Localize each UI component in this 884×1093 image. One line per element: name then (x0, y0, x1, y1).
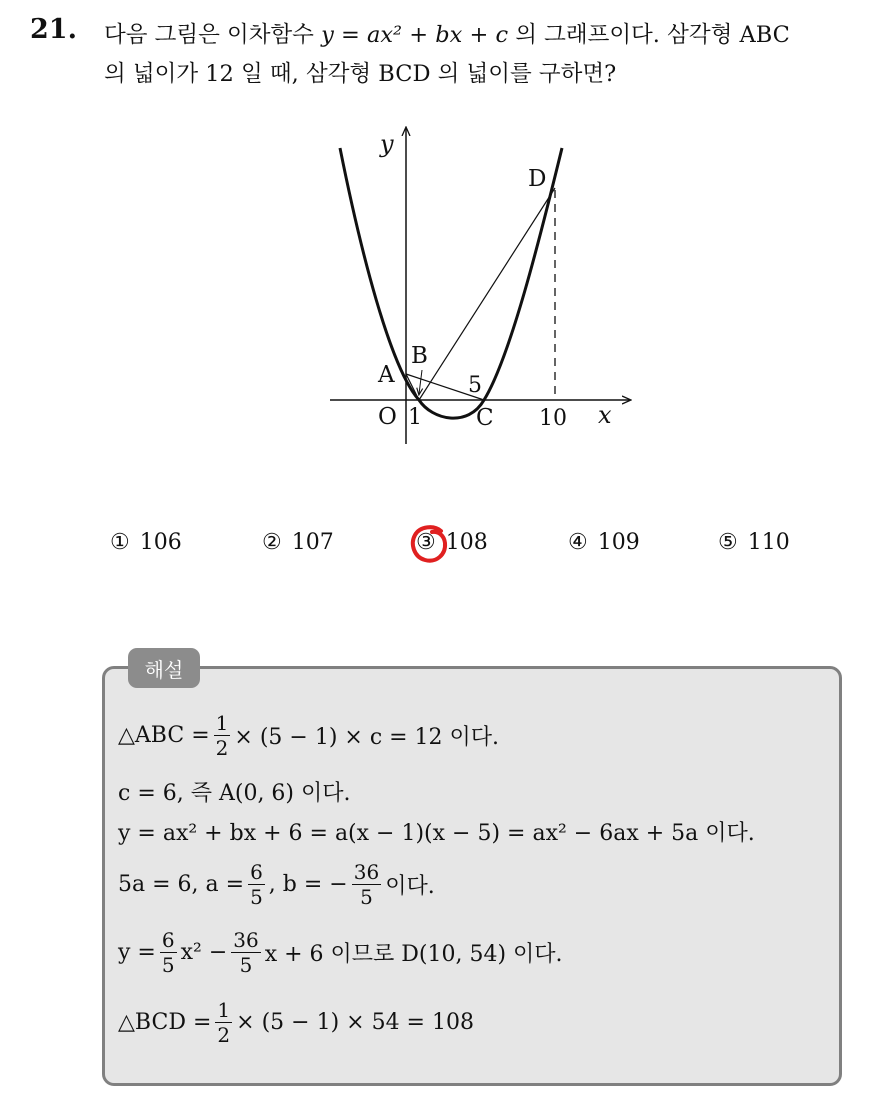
choice-4-mark: ④ (568, 530, 588, 555)
choice-1-value: 106 (139, 530, 182, 555)
choice-2-mark: ② (262, 530, 282, 555)
choice-4[interactable] (568, 530, 640, 555)
choice-3[interactable] (416, 530, 488, 555)
answer-choices (110, 530, 810, 566)
fraction: $\frac{6}{5}$ (250, 859, 263, 909)
solution-tab: 해설 (128, 648, 200, 688)
label-x: x (598, 401, 612, 429)
choice-1-mark: ① (110, 530, 130, 555)
solution-line-4: 5a = 6, a = $\frac{6}{5}$ , b = − $\frac{36}{5}$ 이다. (118, 859, 435, 909)
question-number: 21. (30, 14, 77, 45)
choice-2[interactable] (262, 530, 334, 555)
choice-1[interactable] (110, 530, 182, 555)
solution-line-6: △BCD = $\frac{1}{2}$ × (5 − 1) × 54 = 108 (118, 997, 474, 1047)
solution-line-1: △ABC = $\frac{1}{2}$ × (5 − 1) × c = 12 이다. (118, 710, 500, 760)
label-D: D (528, 166, 547, 192)
question-line-2: 의 넓이가 12 일 때, 삼각형 BCD 의 넓이를 구하면? (104, 61, 617, 87)
label-B: B (411, 343, 428, 369)
solution-line-2: c = 6, 즉 A(0, 6) 이다. (118, 780, 351, 806)
choice-3-value: 108 (445, 530, 488, 555)
fraction: $\frac{1}{2}$ (217, 997, 231, 1047)
label-y: y (380, 130, 394, 158)
label-C: C (476, 405, 494, 431)
parabola-figure (320, 118, 640, 458)
choice-3-mark: ③ (416, 530, 436, 555)
segment-BD (419, 188, 555, 400)
fraction: $\frac{36}{5}$ (353, 859, 380, 909)
parabola-graph (320, 118, 640, 458)
label-O: O (378, 404, 397, 430)
choice-5-value: 110 (747, 530, 790, 555)
fraction: $\frac{6}{5}$ (161, 927, 175, 977)
question-line-1: 다음 그림은 이차함수 y = ax² + bx + c 의 그래프이다. 삼각형 ABC (104, 22, 790, 48)
label-ten: 10 (539, 406, 567, 431)
choice-5[interactable] (718, 530, 790, 555)
choice-4-value: 109 (597, 530, 640, 555)
arrow-to-B (419, 370, 422, 394)
label-one: 1 (408, 405, 422, 430)
question-text (104, 16, 864, 94)
fraction: $\frac{36}{5}$ (233, 927, 259, 977)
solution-line-5: y = $\frac{6}{5}$ x² − $\frac{36}{5}$ x + 6 이므로 D(10, 54) 이다. (118, 927, 563, 977)
fraction: $\frac{1}{2}$ (215, 710, 229, 760)
label-A: A (378, 362, 395, 388)
choice-2-value: 107 (291, 530, 334, 555)
question-formula: y = ax² + bx + c (321, 22, 509, 48)
solution-line-3: y = ax² + bx + 6 = a(x − 1)(x − 5) = ax² − 6ax + 5a 이다. (118, 820, 755, 846)
choice-5-mark: ⑤ (718, 530, 738, 555)
label-five: 5 (468, 373, 482, 398)
